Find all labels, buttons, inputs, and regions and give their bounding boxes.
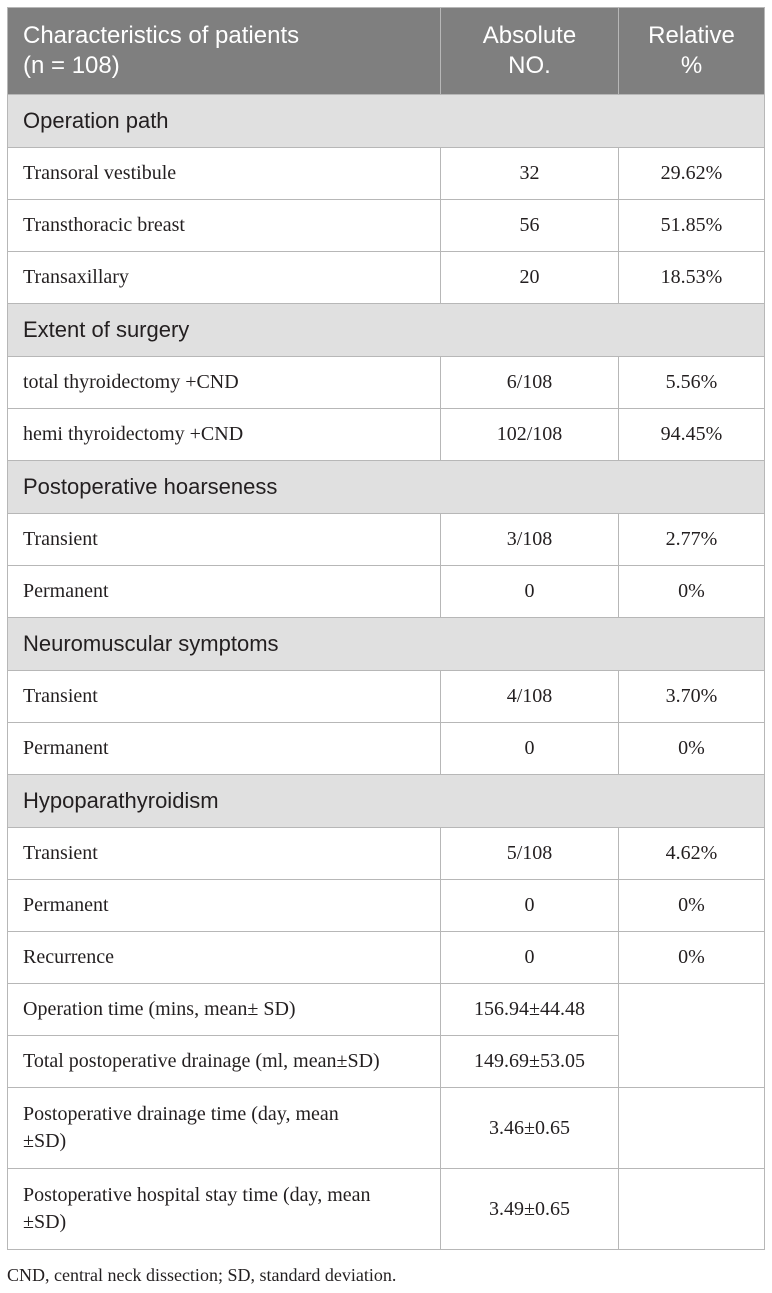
row-absolute: 6/108 (441, 357, 619, 409)
stat-value: 3.49±0.65 (441, 1169, 619, 1250)
table-row (8, 880, 765, 932)
row-absolute: 5/108 (441, 828, 619, 880)
table-row (8, 357, 765, 409)
row-absolute: 56 (441, 200, 619, 252)
table-row (8, 514, 765, 566)
section-title: Operation path (8, 95, 765, 148)
section-row (8, 304, 765, 357)
row-relative: 0% (619, 566, 765, 618)
row-label: Permanent (8, 880, 441, 932)
section-title: Extent of surgery (8, 304, 765, 357)
table-footnote: CND, central neck dissection; SD, standard deviation. (7, 1265, 397, 1285)
row-absolute: 20 (441, 252, 619, 304)
row-label: Transient (8, 828, 441, 880)
row-label: Transient (8, 671, 441, 723)
stat-row (8, 984, 765, 1036)
row-relative: 29.62% (619, 148, 765, 200)
empty-cell (619, 1169, 765, 1250)
row-label: hemi thyroidectomy +CND (8, 409, 441, 461)
table-row (8, 409, 765, 461)
row-absolute: 0 (441, 723, 619, 775)
stat-value: 3.46±0.65 (441, 1088, 619, 1169)
stat-value: 149.69±53.05 (441, 1036, 619, 1088)
row-absolute: 4/108 (441, 671, 619, 723)
row-label: Transient (8, 514, 441, 566)
row-label: Recurrence (8, 932, 441, 984)
table-row (8, 723, 765, 775)
row-relative: 5.56% (619, 357, 765, 409)
stat-label: Total postoperative drainage (ml, mean±SD) (8, 1036, 441, 1088)
table-row (8, 566, 765, 618)
stat-label: Postoperative hospital stay time (day, mean ±SD) (8, 1169, 441, 1250)
row-relative: 4.62% (619, 828, 765, 880)
row-absolute: 0 (441, 566, 619, 618)
table-row (8, 828, 765, 880)
section-title: Neuromuscular symptoms (8, 618, 765, 671)
row-absolute: 0 (441, 880, 619, 932)
section-row (8, 618, 765, 671)
row-relative: 51.85% (619, 200, 765, 252)
row-label: Permanent (8, 566, 441, 618)
row-absolute: 102/108 (441, 409, 619, 461)
row-relative: 0% (619, 880, 765, 932)
row-relative: 0% (619, 723, 765, 775)
table-row (8, 200, 765, 252)
row-relative: 3.70% (619, 671, 765, 723)
row-label: Transoral vestibule (8, 148, 441, 200)
table-row (8, 252, 765, 304)
row-label: Transaxillary (8, 252, 441, 304)
stat-value: 156.94±44.48 (441, 984, 619, 1036)
row-label: Transthoracic breast (8, 200, 441, 252)
row-relative: 18.53% (619, 252, 765, 304)
stat-label: Operation time (mins, mean± SD) (8, 984, 441, 1036)
section-row (8, 775, 765, 828)
stat-row (8, 1169, 765, 1250)
row-absolute: 0 (441, 932, 619, 984)
table-row (8, 671, 765, 723)
header-characteristics: Characteristics of patients (n = 108) (8, 8, 441, 95)
row-relative: 0% (619, 932, 765, 984)
section-row (8, 461, 765, 514)
row-absolute: 3/108 (441, 514, 619, 566)
stat-row (8, 1088, 765, 1169)
row-relative: 94.45% (619, 409, 765, 461)
section-title: Postoperative hoarseness (8, 461, 765, 514)
row-label: total thyroidectomy +CND (8, 357, 441, 409)
table-header-row (8, 8, 765, 95)
row-relative: 2.77% (619, 514, 765, 566)
header-absolute: Absolute NO. (441, 8, 619, 95)
stat-label: Postoperative drainage time (day, mean ±SD) (8, 1088, 441, 1169)
results-table (7, 7, 765, 1250)
section-title: Hypoparathyroidism (8, 775, 765, 828)
table-row (8, 148, 765, 200)
section-row (8, 95, 765, 148)
empty-cell (619, 984, 765, 1088)
row-label: Permanent (8, 723, 441, 775)
row-absolute: 32 (441, 148, 619, 200)
empty-cell (619, 1088, 765, 1169)
table-row (8, 932, 765, 984)
header-relative: Relative % (619, 8, 765, 95)
